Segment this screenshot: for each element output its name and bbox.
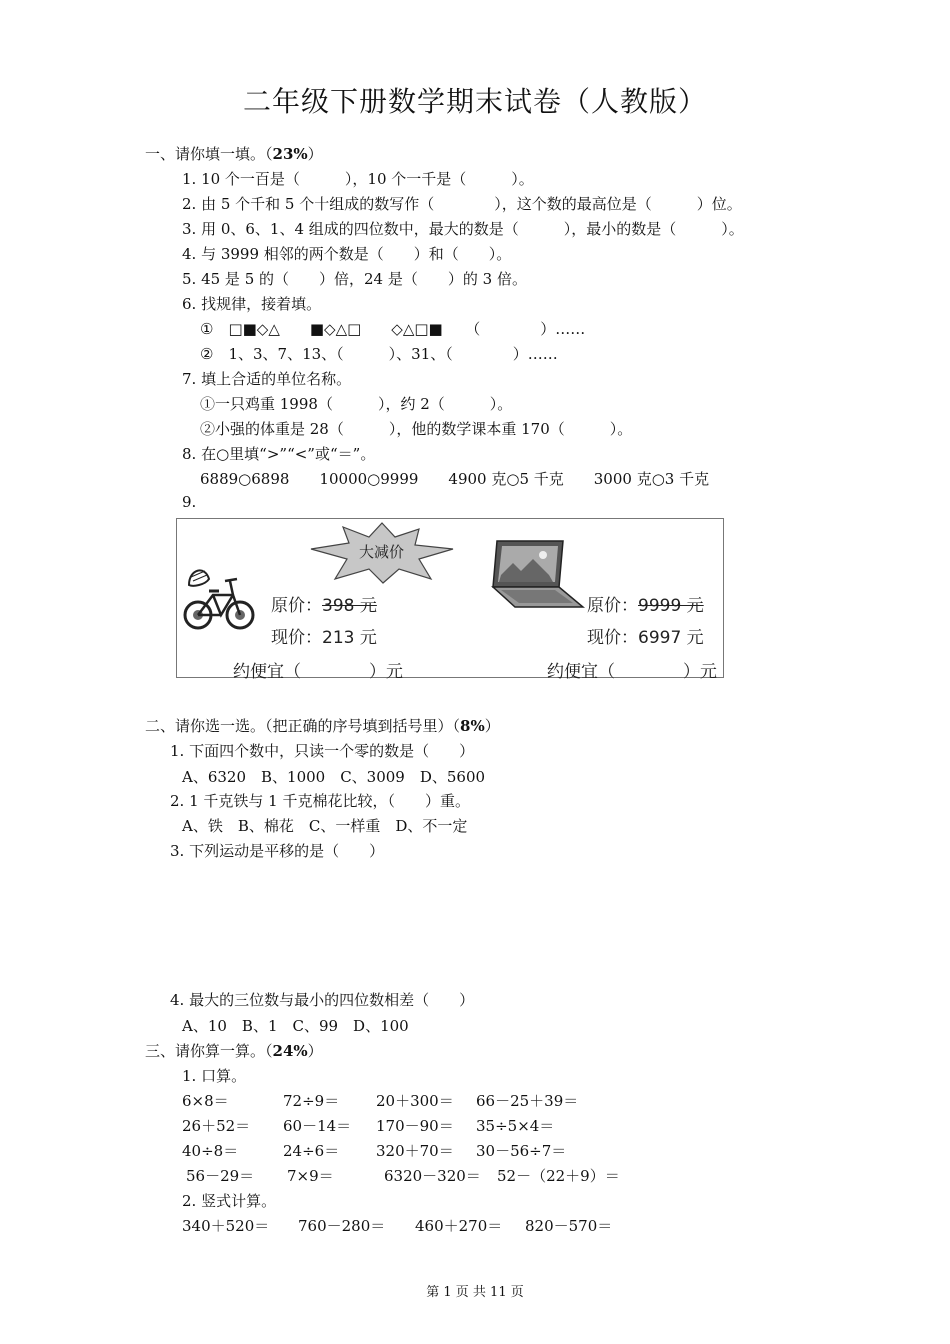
- q2-3: 3. 下列运动是平移的是（ ）: [170, 842, 385, 860]
- q1-8: 8. 在○里填“>”“<”或“＝”。: [182, 445, 376, 463]
- laptop-original-price: [587, 591, 704, 616]
- section-3-heading: [145, 1040, 323, 1061]
- vertical-item: 460＋270＝: [415, 1217, 503, 1235]
- oral-item: 52－（22＋9）＝: [497, 1167, 620, 1185]
- section-1-heading-text: 一、请你填一填。（: [145, 145, 273, 163]
- oral-item: 6320－320＝: [384, 1167, 481, 1185]
- q1-6-pattern-2: ② 1、3、7、13、（ ）、31、（ ）……: [200, 345, 558, 363]
- q1-7-b: ②小强的体重是 28（ ），他的数学课本重 170（ ）。: [200, 420, 633, 438]
- bike-original-label: 原价：: [271, 596, 322, 616]
- vertical-item: 820－570＝: [525, 1217, 613, 1235]
- section-2-heading-text: 二、请你选一选。（把正确的序号填到括号里）（: [145, 717, 461, 735]
- oral-item: 60－14＝: [283, 1117, 352, 1135]
- page-footer: 第 1 页 共 11 页: [426, 1285, 524, 1300]
- q2-1-options: A、6320 B、1000 C、3009 D、5600: [182, 768, 486, 786]
- q3-1: 1. 口算。: [182, 1067, 247, 1085]
- q2-2-options: A、铁 B、棉花 C、一样重 D、不一定: [182, 817, 468, 835]
- bicycle-icon: [183, 555, 255, 635]
- oral-item: 6×8＝: [182, 1092, 229, 1110]
- q1-9: 9.: [182, 493, 197, 511]
- bike-original-price: [271, 591, 377, 616]
- laptop-icon: [489, 537, 585, 613]
- q1-4: 4. 与 3999 相邻的两个数是（ ）和（ ）。: [182, 245, 512, 263]
- section-3-heading-close: ）: [307, 1042, 323, 1060]
- section-1-score: 23%: [272, 145, 308, 163]
- section-2-score: 8%: [460, 717, 485, 735]
- vertical-item: 760－280＝: [298, 1217, 386, 1235]
- oral-item: 26＋52＝: [182, 1117, 251, 1135]
- page-title: 二年级下册数学期末试卷（人教版）: [242, 85, 707, 118]
- q1-7-a: ①一只鸡重 1998（ ），约 2（ ）。: [200, 395, 513, 413]
- laptop-current-price: 现价：6997 元: [587, 628, 704, 648]
- q2-4-options: A、10 B、1 C、99 D、100: [182, 1017, 409, 1035]
- oral-item: 35÷5×4＝: [476, 1117, 555, 1135]
- oral-item: 56－29＝: [186, 1167, 255, 1185]
- laptop-original-label: 原价：: [587, 596, 638, 616]
- oral-item: 320＋70＝: [376, 1142, 454, 1160]
- section-2-heading-close: ）: [484, 717, 500, 735]
- sale-badge-text: 大减价: [359, 543, 405, 561]
- oral-item: 40÷8＝: [182, 1142, 239, 1160]
- bike-original-value: 398 元: [322, 596, 377, 616]
- q2-4: 4. 最大的三位数与最小的四位数相差（ ）: [170, 991, 475, 1009]
- q1-5: 5. 45 是 5 的（ ）倍，24 是（ ）的 3 倍。: [182, 270, 527, 288]
- laptop-cheaper-blank: 约便宜（ ）元: [547, 662, 717, 682]
- section-2-heading: [145, 715, 500, 736]
- oral-item: 24÷6＝: [283, 1142, 340, 1160]
- section-1-heading: [145, 143, 323, 164]
- q1-2: 2. 由 5 个千和 5 个十组成的数写作（ ），这个数的最高位是（ ）位。: [182, 195, 742, 213]
- q1-8-comparisons: 6889○6898 10000○9999 4900 克○5 千克 3000 克○3 千克: [200, 470, 710, 488]
- oral-item: 66－25＋39＝: [476, 1092, 579, 1110]
- section-3-heading-text: 三、请你算一算。（: [145, 1042, 273, 1060]
- oral-item: 20＋300＝: [376, 1092, 454, 1110]
- oral-item: 7×9＝: [287, 1167, 334, 1185]
- q3-2: 2. 竖式计算。: [182, 1192, 277, 1210]
- q1-6: 6. 找规律，接着填。: [182, 295, 322, 313]
- oral-item: 170－90＝: [376, 1117, 454, 1135]
- q2-2: 2. 1 千克铁与 1 千克棉花比较，（ ）重。: [170, 792, 470, 810]
- sale-illustration: [176, 518, 724, 682]
- q1-6-pattern-1: ① □■◇△ ■◇△□ ◇△□■ （ ）……: [200, 320, 586, 338]
- laptop-original-value: 9999 元: [638, 596, 704, 616]
- q1-3: 3. 用 0、6、1、4 组成的四位数中，最大的数是（ ），最小的数是（ ）。: [182, 220, 744, 238]
- oral-item: 72÷9＝: [283, 1092, 340, 1110]
- vertical-item: 340＋520＝: [182, 1217, 270, 1235]
- q1-1: 1. 10 个一百是（ ），10 个一千是（ ）。: [182, 170, 534, 188]
- section-1-heading-close: ）: [307, 145, 323, 163]
- oral-item: 30－56÷7＝: [476, 1142, 567, 1160]
- section-3-score: 24%: [272, 1042, 308, 1060]
- q1-7: 7. 填上合适的单位名称。: [182, 370, 352, 388]
- q2-1: 1. 下面四个数中，只读一个零的数是（ ）: [170, 742, 475, 760]
- bike-current-price: 现价：213 元: [271, 628, 377, 648]
- bike-cheaper-blank: 约便宜（ ）元: [233, 662, 403, 682]
